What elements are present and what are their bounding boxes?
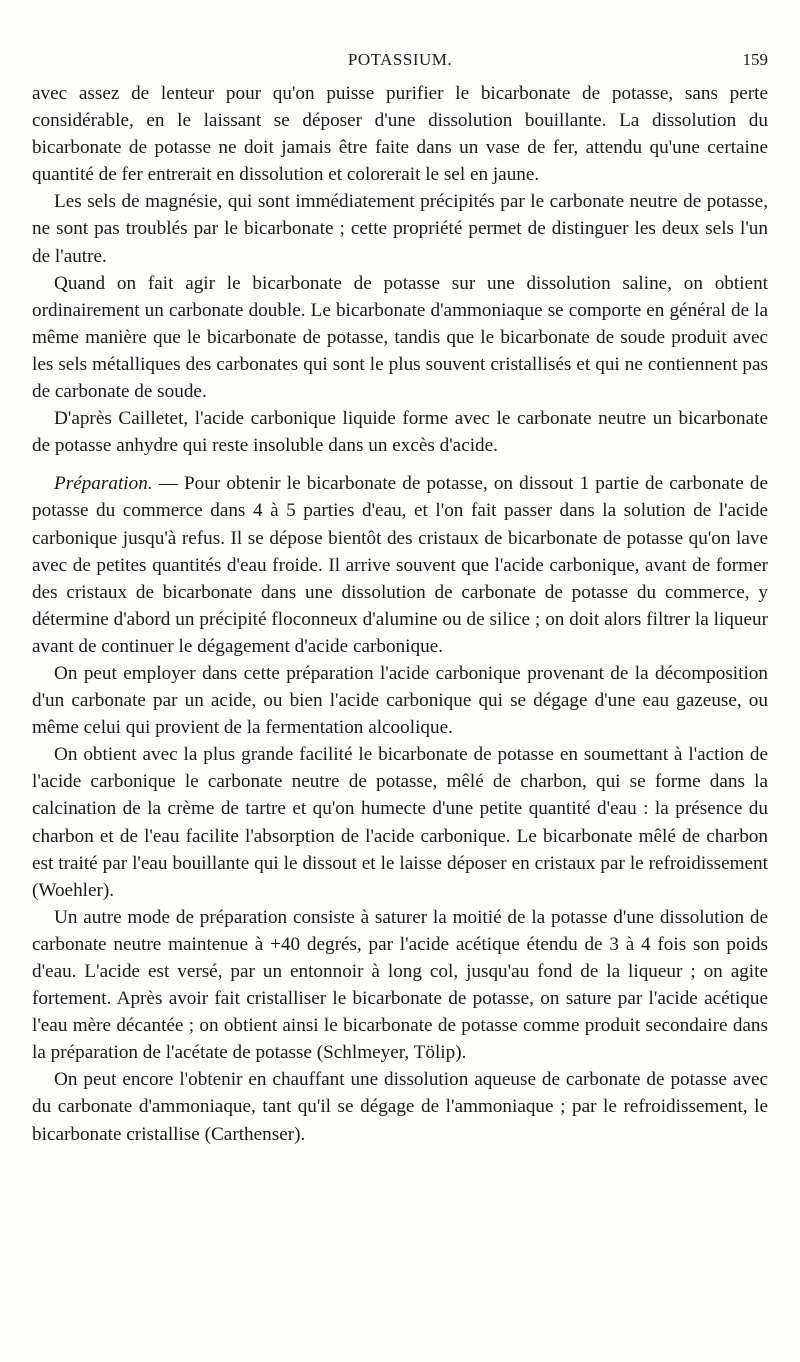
paragraph-1: avec assez de lenteur pour qu'on puisse purifier le bicarbonate de potasse, sans perte considérable, en le laissant se déposer d'une dissolution bouillante. La dissolution du bicarbonate de potasse ne doit jamais être faite dans un vase de fer, attendu qu'une certaine quantité de fer entrerait en dissolution et colorerait le sel en jaune. (32, 83, 768, 186)
body-text (32, 80, 768, 1148)
paragraph-2: Les sels de magnésie, qui sont immédiatement précipités par le carbonate neutre de potasse, ne sont pas troublés par le bicarbonate ; cette propriété permet de distinguer les deux sels l'un de l'autre. (32, 191, 768, 267)
paragraph-5-text: — Pour obtenir le bicarbonate de potasse, on dissout 1 partie de carbonate de potasse du commerce dans 4 à 5 parties d'eau, et l'on fait passer dans la solution de l'acide carbonique jusqu'à refus. Il se dépose bientôt des cristaux de bicarbonate de potasse qu'on lave avec de petites quantités d'eau froide. Il arrive souvent que l'acide carbonique, avant de former des cristaux de bicarbonate dans une dissolution de carbonate de potasse du commerce, y détermine d'abord un précipité floconneux d'alumine ou de silice ; on doit alors filtrer la liqueur avant de continuer le dégagement d'acide carbonique. (32, 473, 768, 657)
paragraph-preparation (32, 470, 768, 660)
paragraph-3: Quand on fait agir le bicarbonate de potasse sur une dissolution saline, on obtient ordinairement un carbonate double. Le bicarbonate d'ammoniaque se comporte en général de la même manière que le bicarbonate de potasse, tandis que le bicarbonate de soude produit avec les sels métalliques des carbonates qui sont le plus souvent cristallisés et qui ne contiennent pas de carbonate de soude. (32, 272, 768, 403)
section-title-preparation: Préparation. (54, 473, 153, 495)
page-number: 159 (742, 50, 768, 69)
paragraph-8: Un autre mode de préparation consiste à saturer la moitié de la potasse d'une dissolution de carbonate neutre maintenue à +40 degrés, par l'acide acétique étendu de 3 à 4 fois son poids d'eau. L'acide est versé, par un entonnoir à long col, jusqu'au fond de la liqueur ; on agite fortement. Après avoir fait cristalliser le bicarbonate de potasse, on sature par l'acide acétique l'eau mère décantée ; on obtient ainsi le bicarbonate de potasse comme produit secondaire dans la préparation de l'acétate de potasse (Schlmeyer, Tölip). (32, 906, 768, 1064)
running-title: POTASSIUM. (347, 50, 453, 69)
paragraph-6: On peut employer dans cette préparation l'acide carbonique provenant de la décomposition d'un carbonate par un acide, ou bien l'acide carbonique qui se dégage d'une eau gazeuse, ou même celui qui provient de la fermentation alcoolique. (32, 662, 768, 739)
paragraph-9: On peut encore l'obtenir en chauffant une dissolution aqueuse de carbonate de potasse avec du carbonate d'ammoniaque, tant qu'il se dégage de l'ammoniaque ; par le refroidissement, le bicarbonate cristallise (Carthenser). (32, 1069, 768, 1145)
paragraph-4: D'après Cailletet, l'acide carbonique liquide forme avec le carbonate neutre un bicarbonate de potasse anhydre qui reste insoluble dans un excès d'acide. (32, 408, 768, 457)
running-header (32, 50, 768, 74)
paragraph-7: On obtient avec la plus grande facilité le bicarbonate de potasse en soumettant à l'action de l'acide carbonique le carbonate neutre de potasse, mêlé de charbon, qui se forme dans la calcination de la crème de tartre et qu'on humecte d'une petite quantité d'eau : la présence du charbon et de l'eau facilite l'absorption de l'acide carbonique. Le bicarbonate mêlé de charbon est traité par l'eau bouillante qui le dissout et le laisse déposer en cristaux par le refroidissement (Woehler). (32, 744, 768, 901)
